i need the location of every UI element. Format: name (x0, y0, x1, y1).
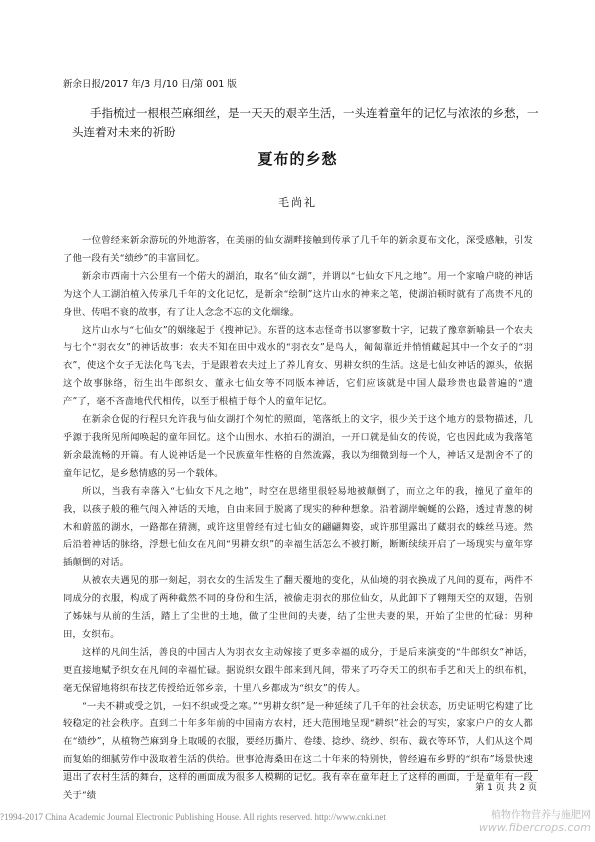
footer-divider (63, 770, 538, 771)
site-watermark (441, 810, 591, 834)
watermark-url: www.fibercrops.com (478, 821, 591, 834)
body-paragraph: 这片山水与“七仙女”的姻缘起于《搜神记》。东晋的这本志怪奇书以寥寥数十字，记载了豫章新喻县一个农夫与七个“羽衣女”的神话故事：农夫不知在田中戏水的“羽衣女”是鸟人，匍匐靠近并悄悄藏起其中一个女子的“羽衣”，使这个女子无法化鸟飞去，于是跟着农夫过上了养儿育女、男耕女织的生活。这是七仙女神话的源头，依据这个故事脉络，衍生出牛郎织女、董永七仙女等不同版本神话，它们应该就是中国人最珍贵也最普遍的“遗产”了，毫不吝啬地代代相传，以至于根植于每个人的童年记忆。 (63, 324, 533, 408)
article-author: 毛尚礼 (278, 196, 317, 209)
newspaper-masthead: 新余日报/2017 年/3 月/10 日/第 001 版 (63, 79, 237, 90)
body-paragraph: “一夫不耕或受之饥，一妇不织或受之寒。”“男耕女织”是一种延续了几千年的社会状态，历史证明它构建了比较稳定的社会秩序。直到二十年多年前的中国南方农村，还大范围地呈现“耕织”社会的写实，家家户户的女人都在“绩纱”，从植物苎麻到身上取暖的衣服，要经历撕片、卷缕、捻纱、绕纱、织布、裁衣等环节，人们从这个周而复始的细腻劳作中汲取着生活的供给。世事沧海桑田在这二十年来的特别快，曾经遍布乡野的“织布”场景快速退出了农村生活的舞台，这样的画面成为很多人模糊的记忆。我有幸在童年赶上了这样的画面，于是童年有一段关于“绩 (63, 700, 533, 802)
article-abstract: 手指梳过一根根苎麻细丝，是一天天的艰辛生活，一头连着童年的记忆与浓浓的乡愁，一头连着对未来的祈盼 (72, 106, 539, 139)
copyright-notice: ?1994-2017 China Academic Journal Electronic Publishing House. All rights reserved. http://www.cnki.net (0, 812, 386, 822)
article-body (63, 232, 533, 805)
body-paragraph: 在新余仓促的行程只允许我与仙女湖打个匆忙的照面，笔落纸上的文字，很少关于这个地方的景物描述，几乎源于我所见所闻唤起的童年回忆。这个山围水、水拍石的湖泊，一开口就是仙女的传说，它也因此成为我落笔新余最流畅的开篇。有人说神话是一个民族童年性格的自然流露，我以为细微到每一个人，神话又是割舍不了的童年记忆，是乡愁情感的另一个载体。 (63, 414, 533, 479)
body-paragraph: 所以，当我有幸落入“七仙女下凡之地”，时空在思绪里很轻易地被颠倒了，而立之年的我，撞见了童年的我，以孩子般的稚气闯入神话的天地，自由来回于脱离了现实的种种想象。沿着湖岸蜿蜒的公路，透过青葱的树木和蔚蓝的湖水，一路都在猜测，或许这里曾经有过七仙女的翩翩舞姿，或许那里露出了藏羽衣的蛛丝马迹。然后沿着神话的脉络，浮想七仙女在凡间“男耕女织”的幸福生活怎么不被打断，断断续续开启了一场现实与童年穿插颠倒的对话。 (63, 485, 533, 569)
body-paragraph: 从被农夫遇见的那一刻起，羽衣女的生活发生了翻天覆地的变化，从仙境的羽衣换成了凡间的夏布，两件不同成分的衣服，构成了两种截然不同的身份和生活，被偷走羽衣的那位仙女，从此卸下了翱翔天空的双翅，告别了姊妹与从前的生活，踏上了尘世的土地，做了尘世间的夫妻，结了尘世夫妻的果，开始了尘世的忙碌：男种田，女织布。 (63, 575, 533, 640)
body-paragraph: 这样的凡间生活，善良的中国古人为羽衣女主动嫁接了更多幸福的成分，于是后来演变的“牛郎织女”神话，更直接地赋予织女在凡间的幸福忙碌。据说织女跟牛郎来到凡间，带来了巧夺天工的织布手艺和天上的织布机，毫无保留地将织布技艺传授给近邻乡亲，十里八乡都成为“织女”的传人。 (63, 646, 533, 694)
body-paragraph: 新余市西南十六公里有一个偌大的湖泊，取名“仙女湖”，并谓以“七仙女下凡之地”。用一个家喻户晓的神话为这个人工湖泊植入传承几千年的文化记忆，是新余“绘制”这片山水的神来之笔，使湖泊顿时就有了高贵不凡的身世、传唱不衰的故事，有了让人念念不忘的文化烟缘。 (63, 270, 533, 318)
body-paragraph: 一位曾经来新余游玩的外地游客，在美丽的仙女湖畔接触到传承了几千年的新余夏布文化，深受感触，引发了他一段有关“绩纱”的丰富回忆。 (63, 235, 533, 264)
page-number: 第 1 页 共 2 页 (475, 783, 537, 793)
watermark-text: 植物作物营养与施肥网 (491, 810, 591, 821)
article-title: 夏布的乡愁 (257, 150, 338, 168)
